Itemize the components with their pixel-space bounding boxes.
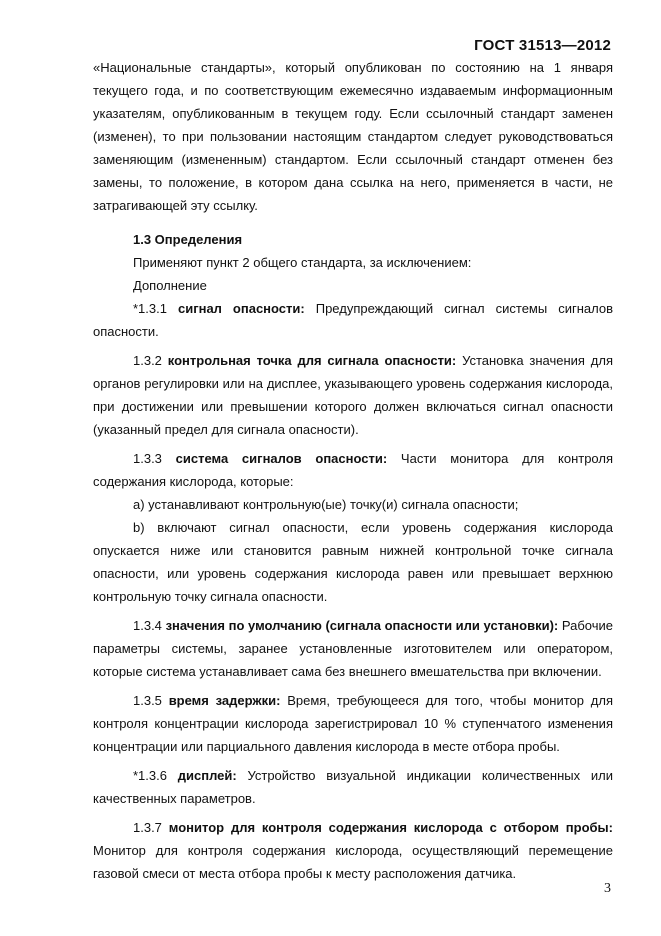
document-header: ГОСТ 31513—2012 [474,37,611,54]
list-item-b: b) включают сигнал опасности, если уровень содержания кислорода опускается ниже или становится равным нижней контрольной точке сигнала опасности, или уровень содержания кислорода равен или превышает верхнюю контрольную точку сигнала опасности. [93,520,613,604]
definition-term: сигнал опасности: [177,301,305,316]
definition-text: Предупреждающий сигнал системы сигналов опасности. [93,301,613,339]
definition-term: монитор для контроля содержания кислорода с отбором пробы: [168,820,613,835]
definition-1-3-2 [93,349,613,441]
definition-number: 1.3.5 [133,693,162,708]
section-lead: Применяют пункт 2 общего стандарта, за исключением: [133,255,472,270]
definition-term: контрольная точка для сигнала опасности: [167,353,457,368]
document-body [93,56,613,885]
intro-paragraph: «Национальные стандарты», который опубликован по состоянию на 1 января текущего года, и по соответствующим ежемесячно издаваемым информационным указателям, опубликованным в текущем году. Если ссылочный стандарт заменен (изменен), то при пользовании настоящим стандартом следует руководствоваться заменяющим (измененным) стандартом. Если ссылочный стандарт отменен без замены, то положение, в котором дана ссылка на него, применяется в части, не затрагивающей эту ссылку. [93,60,613,213]
definition-number: *1.3.1 [133,301,167,316]
definition-number: 1.3.3 [133,451,162,466]
definition-number: 1.3.2 [133,353,162,368]
definition-term: дисплей: [177,768,237,783]
definition-1-3-1 [93,297,613,343]
definition-number: *1.3.6 [133,768,167,783]
definition-1-3-4 [93,614,613,683]
definition-text: Рабочие параметры системы, заранее установленные изготовителем или оператором, которые система устанавливает сама без внешнего вмешательства при включении. [93,618,613,679]
definition-text: Монитор для контроля содержания кислорода, осуществляющий перемещение газовой смеси от места отбора пробы к месту расположения датчика. [93,843,613,881]
page-number: 3 [604,881,611,896]
definition-number: 1.3.4 [133,618,162,633]
definition-text: Устройство визуальной индикации количественных или качественных параметров. [93,768,613,806]
section-title: 1.3 Определения [133,232,243,247]
definition-term: значения по умолчанию (сигнала опасности или установки): [165,618,559,633]
definition-text: Время, требующееся для того, чтобы монитор для контроля концентрации кислорода зарегистрировал 10 % ступенчатого изменения концентрации или парциального давления кислорода в месте отбора пробы. [93,693,613,754]
list-item-a: а) устанавливают контрольную(ые) точку(и) сигнала опасности; [133,497,519,512]
definition-1-3-3 [93,447,613,493]
definition-1-3-7 [93,816,613,885]
definition-term: система сигналов опасности: [175,451,388,466]
definition-number: 1.3.7 [133,820,162,835]
supplement-label: Дополнение [133,278,207,293]
definition-1-3-6 [93,764,613,810]
definition-text: Установка значения для органов регулировки или на дисплее, указывающего уровень содержания кислорода, при достижении или превышении которого должен включаться сигнал опасности (указанный предел для сигнала опасности). [93,353,613,437]
definition-term: время задержки: [168,693,281,708]
definition-text: Части монитора для контроля содержания кислорода, которые: [93,451,614,489]
definition-1-3-5 [93,689,613,758]
